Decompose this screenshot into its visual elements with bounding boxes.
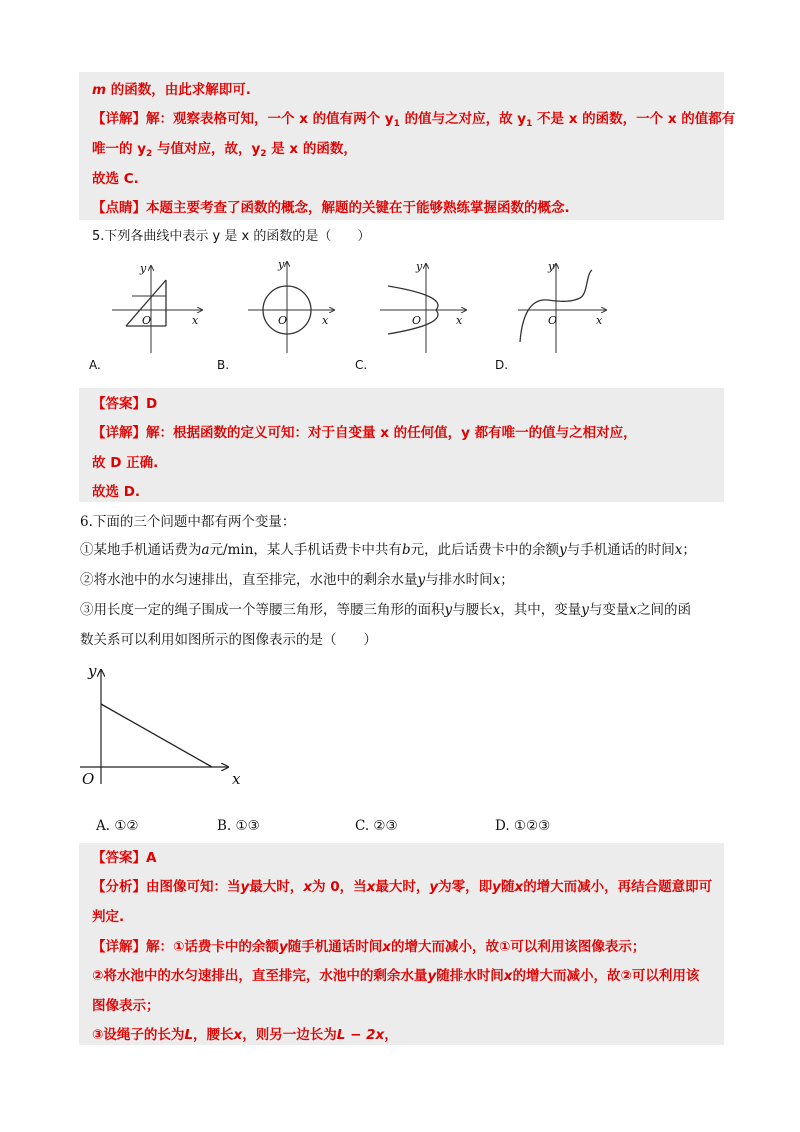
box3-line-5: ②将水池中的水匀速排出，直至排完，水池中的剩余水量y随排水时间x的增大而减小，故②可以利用该 <box>92 968 700 984</box>
q5-graph-c <box>376 258 476 356</box>
box3-line-3: 判定. <box>92 909 125 925</box>
q6-option-c: C. ②③ <box>355 818 398 834</box>
solution-box-2 <box>79 388 724 502</box>
q5-b-x-label: x <box>322 314 329 327</box>
box2-line-2: 【详解】解：根据函数的定义可知：对于自变量 x 的任何值，y 都有唯一的值与之相对应， <box>92 425 637 441</box>
box3-line-2: 【分析】由图像可知：当y最大时，x为 0，当x最大时，y为零，即y随x的增大而减小，再结合题意即可 <box>92 879 713 895</box>
box2-line-3: 故 D 正确. <box>92 455 159 471</box>
q5-b-y-label: y <box>278 258 285 271</box>
q6-stem: 6.下面的三个问题中都有两个变量： <box>80 514 296 530</box>
box3-line-4: 【详解】解：①话费卡中的余额y随手机通话时间x的增大而减小，故①可以利用该图像表示； <box>92 939 646 955</box>
box1-line-2: 【详解】解：观察表格可知，一个 x 的值有两个 $y_1$ 的值与之对应，故 $y_1$ 不是 x 的函数，一个 x 的值都有 <box>92 111 736 129</box>
box1-line-5: 【点睛】本题主要考查了函数的概念，解题的关键在于能够熟练掌握函数的概念. <box>92 200 570 216</box>
q5-c-x-label: x <box>456 314 463 327</box>
box1-line-4: 故选 C. <box>92 171 139 187</box>
q6-item-3-cont: 数关系可以利用如图所示的图像表示的是（ ） <box>80 632 377 648</box>
q5-graph-b <box>246 258 346 356</box>
box2-line-4: 故选 D. <box>92 484 141 500</box>
q6-graph <box>78 660 258 788</box>
box2-line-1: 【答案】D <box>92 396 158 412</box>
q5-graph-a <box>110 258 210 356</box>
q5-option-a: A. <box>89 358 101 372</box>
box3-line-6: 图像表示； <box>92 998 160 1014</box>
q6-item-2: ②将水池中的水匀速排出，直至排完，水池中的剩余水量y与排水时间x； <box>80 572 514 588</box>
q5-d-origin: O <box>548 314 558 327</box>
q5-b-origin: O <box>278 314 288 327</box>
q6-option-d: D. ①②③ <box>495 818 551 834</box>
q6-item-3: ③用长度一定的绳子围成一个等腰三角形，等腰三角形的面积y与腰长x，其中，变量y与变量x之间的函 <box>80 602 692 618</box>
q5-c-y-label: y <box>416 260 423 273</box>
q6-y-label: y <box>88 662 97 680</box>
q5-c-origin: O <box>412 314 422 327</box>
q5-d-y-label: y <box>548 260 555 273</box>
q6-option-a: A. ①② <box>96 818 139 834</box>
q5-a-origin: O <box>142 314 152 327</box>
q5-option-c: C. <box>355 358 368 372</box>
q5-d-x-label: x <box>596 314 603 327</box>
box1-line-1: m 的函数，由此求解即可. <box>92 82 251 98</box>
box1-line-3: 唯一的 $y_2$ 与值对应，故，$y_2$ 是 x 的函数， <box>92 141 357 159</box>
q5-graph-d <box>516 258 616 356</box>
q5-stem: 5.下列各曲线中表示 y 是 x 的函数的是（ ） <box>92 229 371 244</box>
q6-option-b: B. ①③ <box>217 818 260 834</box>
box3-line-1: 【答案】A <box>92 850 157 866</box>
q5-option-b: B. <box>217 358 230 372</box>
q5-a-x-label: x <box>192 314 199 327</box>
q6-origin: O <box>82 770 95 788</box>
q5-option-d: D. <box>495 358 509 372</box>
q6-x-label: x <box>232 770 241 788</box>
q6-item-1: ①某地手机通话费为a元/min，某人手机话费卡中共有b元，此后话费卡中的余额y与手机通话的时间x； <box>80 542 696 558</box>
q5-a-y-label: y <box>140 262 147 275</box>
box3-line-7: ③设绳子的长为L，腰长x，则另一边长为L − 2x， <box>92 1027 398 1043</box>
